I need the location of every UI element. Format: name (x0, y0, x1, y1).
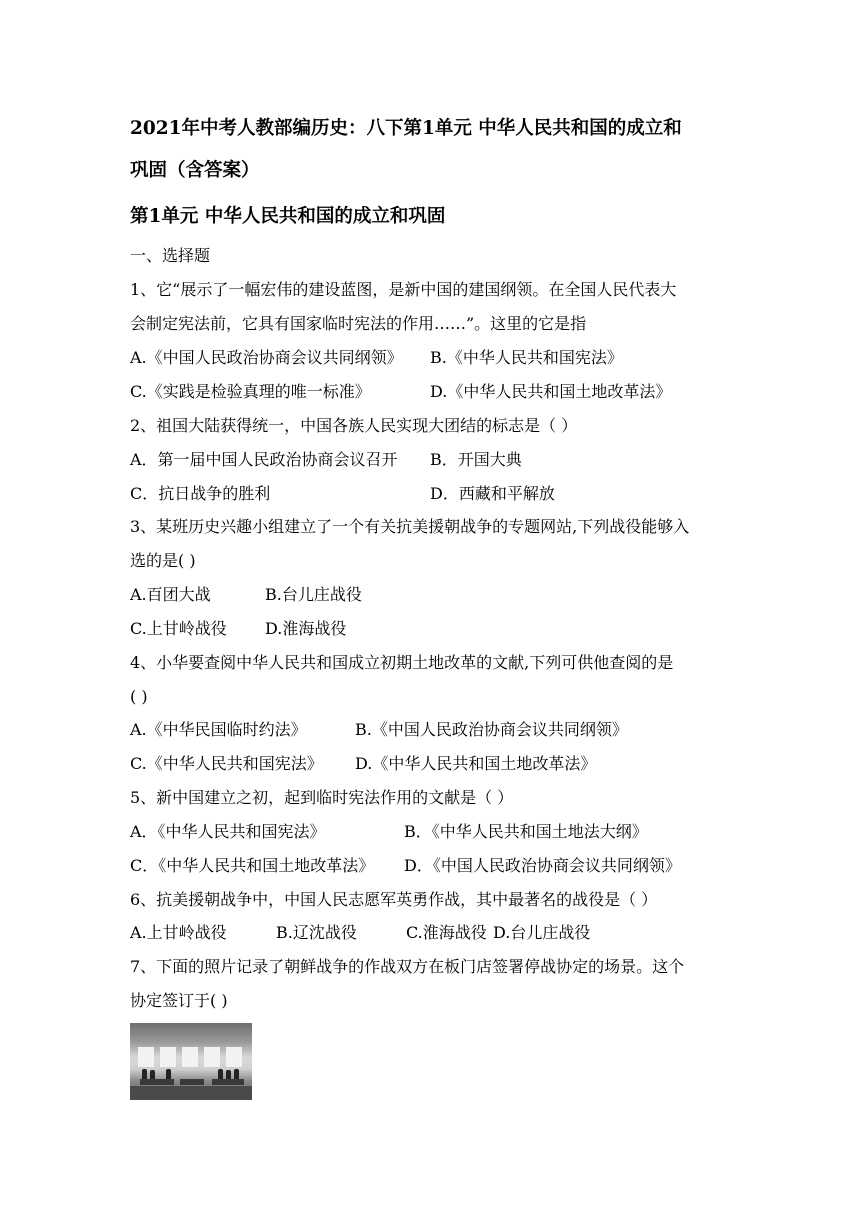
photo-table (180, 1079, 204, 1085)
photo-table (212, 1079, 244, 1085)
question-4-option-d: D.《中华人民共和国土地改革法》 (355, 754, 597, 773)
question-4-option-b: B.《中国人民政治协商会议共同纲领》 (355, 720, 628, 739)
question-6-option-d: D.台儿庄战役 (493, 923, 591, 942)
question-4-option-a: A.《中华民国临时约法》 (130, 720, 307, 739)
question-6-stem-line-1: 6、抗美援朝战争中，中国人民志愿军英勇作战，其中最著名的战役是（ ） (130, 890, 658, 909)
question-1-option-c: C.《实践是检验真理的唯一标准》 (130, 382, 371, 401)
question-1-option-d: D.《中华人民共和国土地改革法》 (430, 382, 672, 401)
question-4-option-c: C.《中华人民共和国宪法》 (130, 754, 323, 773)
question-1-option-b: B.《中华人民共和国宪法》 (430, 348, 623, 367)
photo-window (204, 1047, 220, 1067)
photo-table (140, 1079, 174, 1085)
question-3-option-b: B.台儿庄战役 (265, 585, 362, 604)
armistice-signing-photo (130, 1023, 252, 1100)
question-7-stem-line-2: 协定签订于( ) (130, 991, 228, 1010)
photo-window (138, 1047, 154, 1067)
question-2-option-b: B．开国大典 (430, 450, 522, 469)
question-5-stem-line-1: 5、新中国建立之初，起到临时宪法作用的文献是（ ） (130, 788, 514, 807)
question-1-stem-line-1: 1、它“展示了一幅宏伟的建设蓝图，是新中国的建国纲领。在全国人民代表大 (130, 280, 677, 299)
question-3-option-c: C.上甘岭战役 (130, 619, 227, 638)
photo-floor (130, 1086, 252, 1100)
photo-window (226, 1047, 242, 1067)
question-3-option-d: D.淮海战役 (265, 619, 347, 638)
document-title-line-1: 2021年中考人教部编历史：八下第1单元 中华人民共和国的成立和 (130, 118, 682, 139)
question-4-stem-line-2: ( ) (130, 687, 148, 706)
question-1-stem-line-2: 会制定宪法前，它具有国家临时宪法的作用……”。这里的它是指 (130, 314, 587, 333)
document-title-line-2: 巩固（含答案） (130, 160, 260, 181)
question-4-stem-line-1: 4、小华要查阅中华人民共和国成立初期土地改革的文献,下列可供他查阅的是 (130, 653, 674, 672)
question-1-option-a: A.《中国人民政治协商会议共同纲领》 (130, 348, 403, 367)
question-2-option-c: C．抗日战争的胜利 (130, 484, 271, 503)
question-3-stem-line-2: 选的是( ) (130, 551, 196, 570)
photo-window (182, 1047, 198, 1067)
question-5-option-a: A．《中华人民共和国宪法》 (130, 822, 326, 841)
question-3-option-a: A.百团大战 (130, 585, 211, 604)
question-2-stem-line-1: 2、祖国大陆获得统一，中国各族人民实现大团结的标志是（ ） (130, 416, 578, 435)
question-5-option-c: C．《中华人民共和国土地改革法》 (130, 856, 375, 875)
section-heading: 一、选择题 (130, 246, 211, 265)
unit-heading: 第1单元 中华人民共和国的成立和巩固 (130, 206, 446, 227)
question-5-option-d: D．《中国人民政治协商会议共同纲领》 (404, 856, 681, 875)
question-7-stem-line-1: 7、下面的照片记录了朝鲜战争的作战双方在板门店签署停战协定的场景。这个 (130, 957, 685, 976)
question-2-option-d: D．西藏和平解放 (430, 484, 555, 503)
question-6-option-b: B.辽沈战役 (276, 923, 357, 942)
question-2-option-a: A．第一届中国人民政治协商会议召开 (130, 450, 398, 469)
question-5-option-b: B．《中华人民共和国土地法大纲》 (404, 822, 648, 841)
question-6-option-c: C.淮海战役 (406, 923, 487, 942)
photo-window (160, 1047, 176, 1067)
question-6-option-a: A.上甘岭战役 (130, 923, 227, 942)
question-3-stem-line-1: 3、某班历史兴趣小组建立了一个有关抗美援朝战争的专题网站,下列战役能够入 (130, 517, 690, 536)
